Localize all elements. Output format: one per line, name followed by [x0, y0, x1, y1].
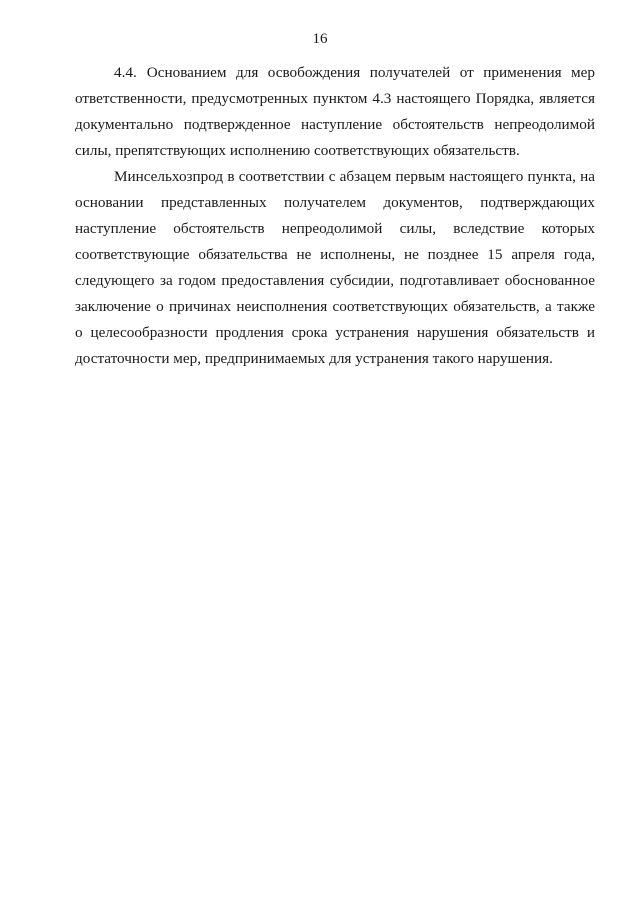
paragraph-continuation — [75, 164, 595, 372]
document-body — [75, 60, 595, 372]
paragraph-number: 4.4. — [114, 64, 137, 81]
paragraph-text: Основанием для освобождения получателей от применения мер ответственности, предусмотренных пунктом 4.3 настоящего Порядка, является документально подтвержденное наступление обстоятельств непреодолимой силы, препятствующих исполнению соответствующих обязательств. — [75, 64, 595, 159]
paragraph-4-4 — [75, 60, 595, 164]
paragraph-text: Минсельхозпрод в соответствии с абзацем первым настоящего пункта, на основании представленных получателем документов, подтверждающих наступление обстоятельств непреодолимой силы, вследствие которых соответствующие обязательства не исполнены, не позднее 15 апреля года, следующего за годом предоставления субсидии, подготавливает обоснованное заключение о причинах неисполнения соответствующих обязательств, а также о целесообразности продления срока устранения нарушения обязательств и достаточности мер, предпринимаемых для устранения такого нарушения. — [75, 168, 595, 367]
page-number: 16 — [312, 31, 328, 47]
